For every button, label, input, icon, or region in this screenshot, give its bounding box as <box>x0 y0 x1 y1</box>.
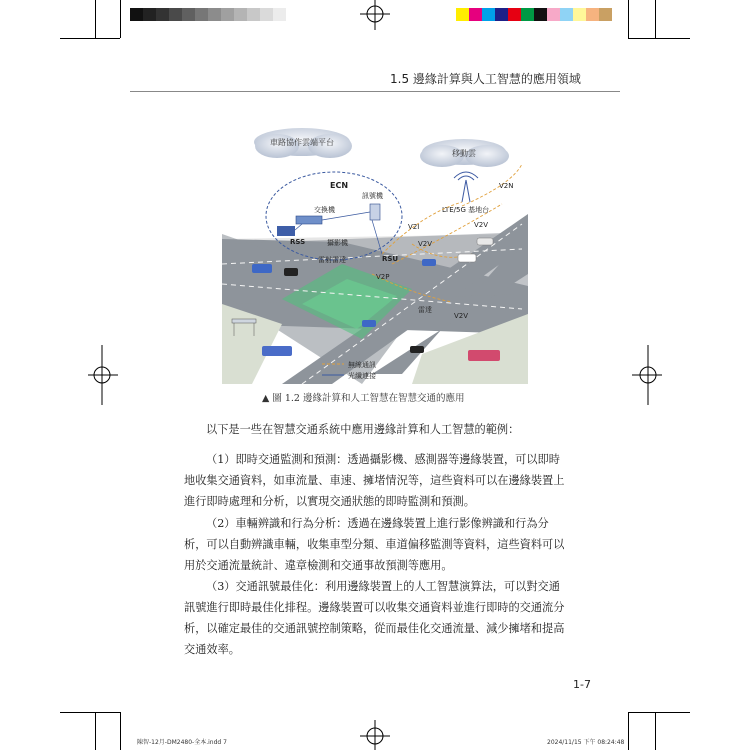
base-station-label: LTE/5G 基地台 <box>442 206 490 214</box>
running-header: 1.5 邊緣計算與人工智慧的應用領域 <box>390 72 581 86</box>
item-paragraph-1 <box>184 449 566 512</box>
legend-fiber-label: 光纖連接 <box>348 372 376 380</box>
rss-label: RSS <box>290 238 306 246</box>
cloud-mobile-label: 移動雲 <box>452 149 476 158</box>
v2v-label-1: V2V <box>418 240 433 248</box>
v2p-label: V2P <box>376 273 390 281</box>
smart-traffic-figure <box>222 124 528 384</box>
rss-device <box>277 226 295 236</box>
camera-label: 攝影機 <box>327 239 348 247</box>
footer-file-info: 陳智-12月-DM2480-全本.indd 7 <box>137 739 227 746</box>
footer-timestamp: 2024/11/15 下午 08:24:48 <box>547 739 625 746</box>
signal-device-label: 訊號機 <box>362 192 383 200</box>
legend-wireless-label: 無線通訊 <box>348 361 376 369</box>
item-3-text: （3）交通訊號最佳化：利用邊緣裝置上的人工智慧演算法，可以對交通訊號進行即時最佳化排程。邊緣裝置可以收集交通資料並進行即時的交通流分析，以確定最佳的交通訊號控制策略，從而最佳化交通流量、減少擁堵和提高交通效率。 <box>184 580 565 656</box>
registration-target-top <box>360 0 390 30</box>
intro-paragraph <box>184 419 566 440</box>
registration-target-bottom <box>360 720 390 750</box>
cloud-platform-label: 車路協作雲端平台 <box>270 138 334 147</box>
rsu-label: RSU <box>382 255 399 263</box>
item-2-text: （2）車輛辨識和行為分析：透過在邊緣裝置上進行影像辨識和行為分析，可以自動辨識車輛，收集車型分類、車道偏移監測等資料，這些資料可以用於交通流量統計、違章檢測和交通事故預測等應用。 <box>184 517 565 572</box>
switch-label: 交換機 <box>314 206 335 214</box>
page-number: 1-7 <box>573 678 591 691</box>
v2i-label: V2I <box>408 223 420 231</box>
ecn-label: ECN <box>330 181 349 190</box>
header-rule <box>130 91 620 92</box>
item-1-text: （1）即時交通監測和預測：透過攝影機、感測器等邊緣裝置，可以即時地收集交通資料，如車流量、車速、擁堵情況等，這些資料可以在邊緣裝置上進行即時處理和分析，以實現交通狀態的即時監測和預測。 <box>184 453 565 508</box>
registration-target-right <box>632 345 662 405</box>
registration-target-left <box>88 345 118 405</box>
item-paragraph-3 <box>184 576 566 660</box>
item-paragraph-2 <box>184 513 566 576</box>
switch-device <box>296 216 322 224</box>
v2v-label-2: V2V <box>474 221 489 229</box>
v2n-label: V2N <box>499 182 514 190</box>
signal-device <box>370 204 380 220</box>
v2v-label-3: V2V <box>454 312 469 320</box>
figure-caption: ▲ 圖 1.2 邊緣計算和人工智慧在智慧交通的應用 <box>262 393 465 404</box>
intro-text: 以下是一些在智慧交通系統中應用邊緣計算和人工智慧的範例： <box>206 423 520 436</box>
lidar-radar-label: 雷射雷達 <box>318 256 346 264</box>
radar-label: 雷達 <box>418 306 432 314</box>
